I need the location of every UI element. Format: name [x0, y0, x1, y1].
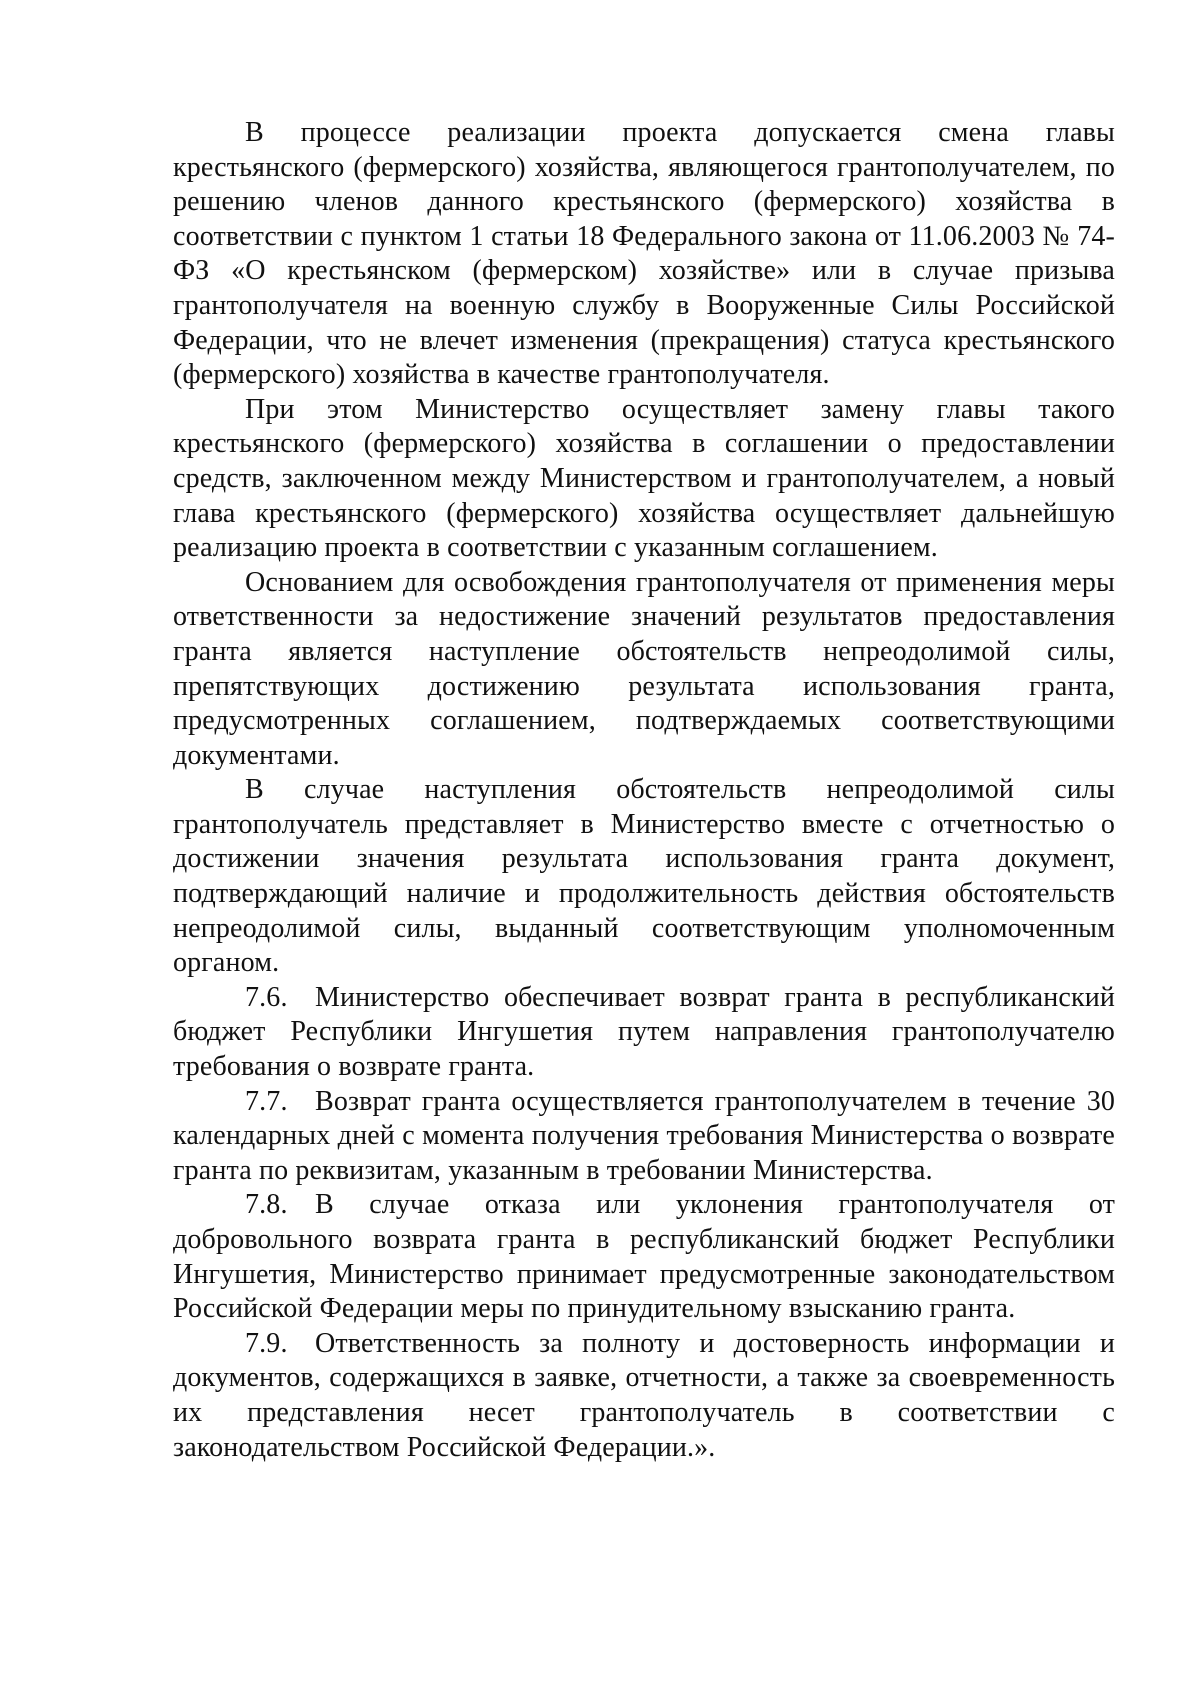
paragraph-text: В процессе реализации проекта допускается смена главы крестьянского (фермерского) хозяйства, являющегося грантополучателем, по решению членов данного крестьянского (фермерского) хозяйства в соответствии с пунктом 1 статьи 18 Федерального закона от 11.06.2003 № 74-ФЗ «О крестьянском (фермерском) хозяйстве» или в случае призыва грантополучателя на военную службу в Вооруженные Силы Российской Федерации, что не влечет изменения (прекращения) статуса крестьянского (фермерского) хозяйства в качестве грантополучателя. — [173, 117, 1115, 391]
document-body — [173, 116, 1115, 1465]
paragraph-text: Основанием для освобождения грантополучателя от применения меры ответственности за недостижение значений результатов предоставления гранта является наступление обстоятельств непреодолимой силы, препятствующих достижению результата использования гранта, предусмотренных соглашением, подтверждаемых соответствующими документами. — [173, 566, 1115, 771]
paragraph-text: При этом Министерство осуществляет замену главы такого крестьянского (фермерского) хозяйства в соглашении о предоставлении средств, заключенном между Министерством и грантополучателем, а новый глава крестьянского (фермерского) хозяйства осуществляет дальнейшую реализацию проекта в соответствии с указанным соглашением. — [173, 393, 1115, 564]
clause-text: В случае отказа или уклонения грантополучателя от добровольного возврата гранта в республиканский бюджет Республики Ингушетия, Министерство принимает предусмотренные законодательством Российской Федерации меры по принудительному взысканию гранта. — [173, 1189, 1115, 1325]
clause-7-6 — [173, 981, 1115, 1085]
clause-number: 7.6. — [245, 981, 288, 1013]
clause-7-9 — [173, 1327, 1115, 1465]
clause-text: Возврат гранта осуществляется грантополучателем в течение 30 календарных дней с момента получения требования Министерства о возврате гранта по реквизитам, указанным в требовании Министерства. — [173, 1085, 1115, 1186]
clause-text: Министерство обеспечивает возврат гранта в республиканский бюджет Республики Ингушетия путем направления грантополучателю требования о возврате гранта. — [173, 981, 1115, 1083]
clause-text: Ответственность за полноту и достоверность информации и документов, содержащихся в заявке, отчетности, а также за своевременность их представления несет грантополучатель в соответствии с законодательством Российской Федерации.». — [173, 1327, 1115, 1463]
paragraph — [173, 773, 1115, 981]
clause-number: 7.8. — [245, 1189, 288, 1221]
clause-number: 7.7. — [245, 1085, 288, 1117]
paragraph — [173, 393, 1115, 566]
clause-7-7 — [173, 1085, 1115, 1189]
paragraph — [173, 566, 1115, 774]
paragraph-text: В случае наступления обстоятельств непреодолимой силы грантополучатель представляет в Министерство вместе с отчетностью о достижении значения результата использования гранта документ, подтверждающий наличие и продолжительность действия обстоятельств непреодолимой силы, выданный соответствующим уполномоченным органом. — [173, 774, 1115, 979]
clause-number: 7.9. — [245, 1327, 288, 1359]
paragraph — [173, 116, 1115, 393]
clause-7-8 — [173, 1188, 1115, 1326]
